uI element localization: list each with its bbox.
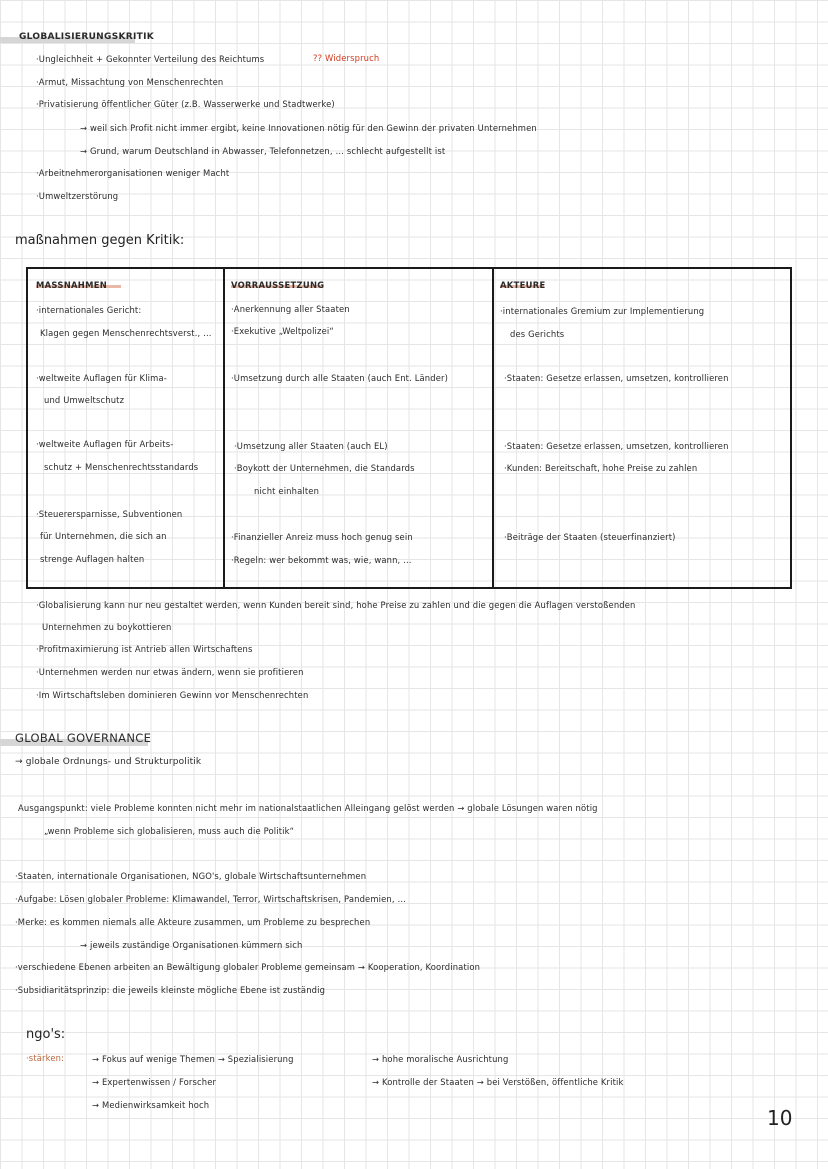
ngos-strength: → Fokus auf wenige Themen → Spezialisierung	[92, 1054, 294, 1064]
table-divider	[492, 269, 494, 587]
table-cell: schutz + Menschenrechtsstandards	[44, 462, 199, 472]
ngos-strength: → Kontrolle der Staaten → bei Verstößen, öffentliche Kritik	[372, 1077, 624, 1087]
kritik-line-6: ·Arbeitnehmerorganisationen weniger Macht	[36, 168, 230, 178]
table-cell: ·Exekutive „Weltpolizei“	[231, 326, 334, 336]
table-cell: Klagen gegen Menschenrechtsverst., …	[40, 328, 212, 338]
page-number: 10	[767, 1106, 793, 1130]
kritik-line-1: ·Ungleichheit + Gekonnter Verteilung des Reichtums	[36, 54, 265, 64]
kritik-note: ?? Widerspruch	[313, 53, 380, 63]
table-cell: ·Umsetzung aller Staaten (auch EL)	[234, 441, 388, 451]
ngos-strength: → Expertenwissen / Forscher	[92, 1077, 217, 1087]
kritik-line-5: → Grund, warum Deutschland in Abwasser, Telefonnetzen, … schlecht aufgestellt ist	[80, 146, 446, 156]
ngos-title: ngo's:	[26, 1027, 66, 1042]
table-divider	[223, 269, 225, 587]
table-cell: ·Anerkennung aller Staaten	[231, 304, 350, 314]
governance-line-7: ·verschiedene Ebenen arbeiten an Bewältigung globaler Probleme gemeinsam → Kooperation, Koordination	[15, 962, 481, 972]
table-cell: ·Regeln: wer bekommt was, wie, wann, …	[231, 555, 412, 565]
table-cell: ·Staaten: Gesetze erlassen, umsetzen, kontrollieren	[504, 441, 729, 451]
ngos-strength: → Medienwirksamkeit hoch	[92, 1100, 210, 1110]
table-cell: strenge Auflagen halten	[40, 554, 145, 564]
table-cell: ·weltweite Auflagen für Arbeits-	[36, 439, 174, 449]
table-cell: ·Umsetzung durch alle Staaten (auch Ent. Länder)	[231, 373, 449, 383]
table-cell: ·Finanzieller Anreiz muss hoch genug sein	[231, 532, 413, 542]
kritik-line-4: → weil sich Profit nicht immer ergibt, keine Innovationen nötig für den Gewinn der privaten Unternehmen	[80, 123, 537, 133]
conclusion-line-5: ·Im Wirtschaftsleben dominieren Gewinn vor Menschenrechten	[36, 690, 309, 700]
governance-line-5: ·Merke: es kommen niemals alle Akteure zusammen, um Probleme zu besprechen	[15, 917, 371, 927]
table-cell: des Gerichts	[510, 329, 565, 339]
table-cell: ·Staaten: Gesetze erlassen, umsetzen, kontrollieren	[504, 373, 729, 383]
kritik-title: GLOBALISIERUNGSKRITIK	[19, 32, 154, 42]
table-cell: und Umweltschutz	[44, 395, 125, 405]
ngos-label: ·stärken:	[26, 1053, 65, 1063]
table-cell: ·internationales Gericht:	[36, 305, 142, 315]
conclusion-line-3: ·Profitmaximierung ist Antrieb allen Wirtschaftens	[36, 644, 253, 654]
conclusion-line-4: ·Unternehmen werden nur etwas ändern, wenn sie profitieren	[36, 667, 304, 677]
governance-line-3: ·Staaten, internationale Organisationen, NGO's, globale Wirtschaftsunternehmen	[15, 871, 367, 881]
governance-line-6: → jeweils zuständige Organisationen kümmern sich	[80, 940, 303, 950]
conclusion-line-2: Unternehmen zu boykottieren	[42, 622, 172, 632]
massnahmen-title: maßnahmen gegen Kritik:	[15, 233, 185, 248]
table-cell: ·weltweite Auflagen für Klima-	[36, 373, 167, 383]
ngos-strength: → hohe moralische Ausrichtung	[372, 1054, 509, 1064]
table-cell: für Unternehmen, die sich an	[40, 531, 167, 541]
table-cell: ·Boykott der Unternehmen, die Standards	[234, 463, 415, 473]
header-massnahmen: MASSNAHMEN	[36, 280, 108, 290]
table-cell: ·internationales Gremium zur Implementierung	[500, 306, 705, 316]
table-cell: ·Kunden: Bereitschaft, hohe Preise zu zahlen	[504, 463, 698, 473]
kritik-line-2: ·Armut, Missachtung von Menschenrechten	[36, 77, 224, 87]
table-cell: ·Steuerersparnisse, Subventionen	[36, 509, 183, 519]
header-akteure: AKTEURE	[500, 280, 546, 290]
governance-title: GLOBAL GOVERNANCE	[15, 731, 152, 745]
kritik-line-3: ·Privatisierung öffentlicher Güter (z.B. Wasserwerke und Stadtwerke)	[36, 99, 335, 109]
governance-quote: „wenn Probleme sich globalisieren, muss auch die Politik“	[44, 826, 295, 836]
conclusion-line-1: ·Globalisierung kann nur neu gestaltet werden, wenn Kunden bereit sind, hohe Preise zu zahlen und die gegen die Auflagen verstoßenden	[36, 600, 636, 610]
header-voraussetzung: VORRAUSSETZUNG	[231, 280, 325, 290]
governance-line-1: Ausgangspunkt: viele Probleme konnten nicht mehr im nationalstaatlichen Alleingang gelöst werden → globale Lösungen waren nötig	[18, 803, 598, 813]
kritik-line-7: ·Umweltzerstörung	[36, 191, 119, 201]
table-cell: nicht einhalten	[254, 486, 320, 496]
massnahmen-table	[26, 267, 792, 589]
governance-line-8: ·Subsidiaritätsprinzip: die jeweils kleinste mögliche Ebene ist zuständig	[15, 985, 326, 995]
table-cell: ·Beiträge der Staaten (steuerfinanziert)	[504, 532, 676, 542]
governance-subtitle: → globale Ordnungs- und Strukturpolitik	[15, 757, 202, 767]
governance-line-4: ·Aufgabe: Lösen globaler Probleme: Klimawandel, Terror, Wirtschaftskrisen, Pandemien, …	[15, 894, 407, 904]
